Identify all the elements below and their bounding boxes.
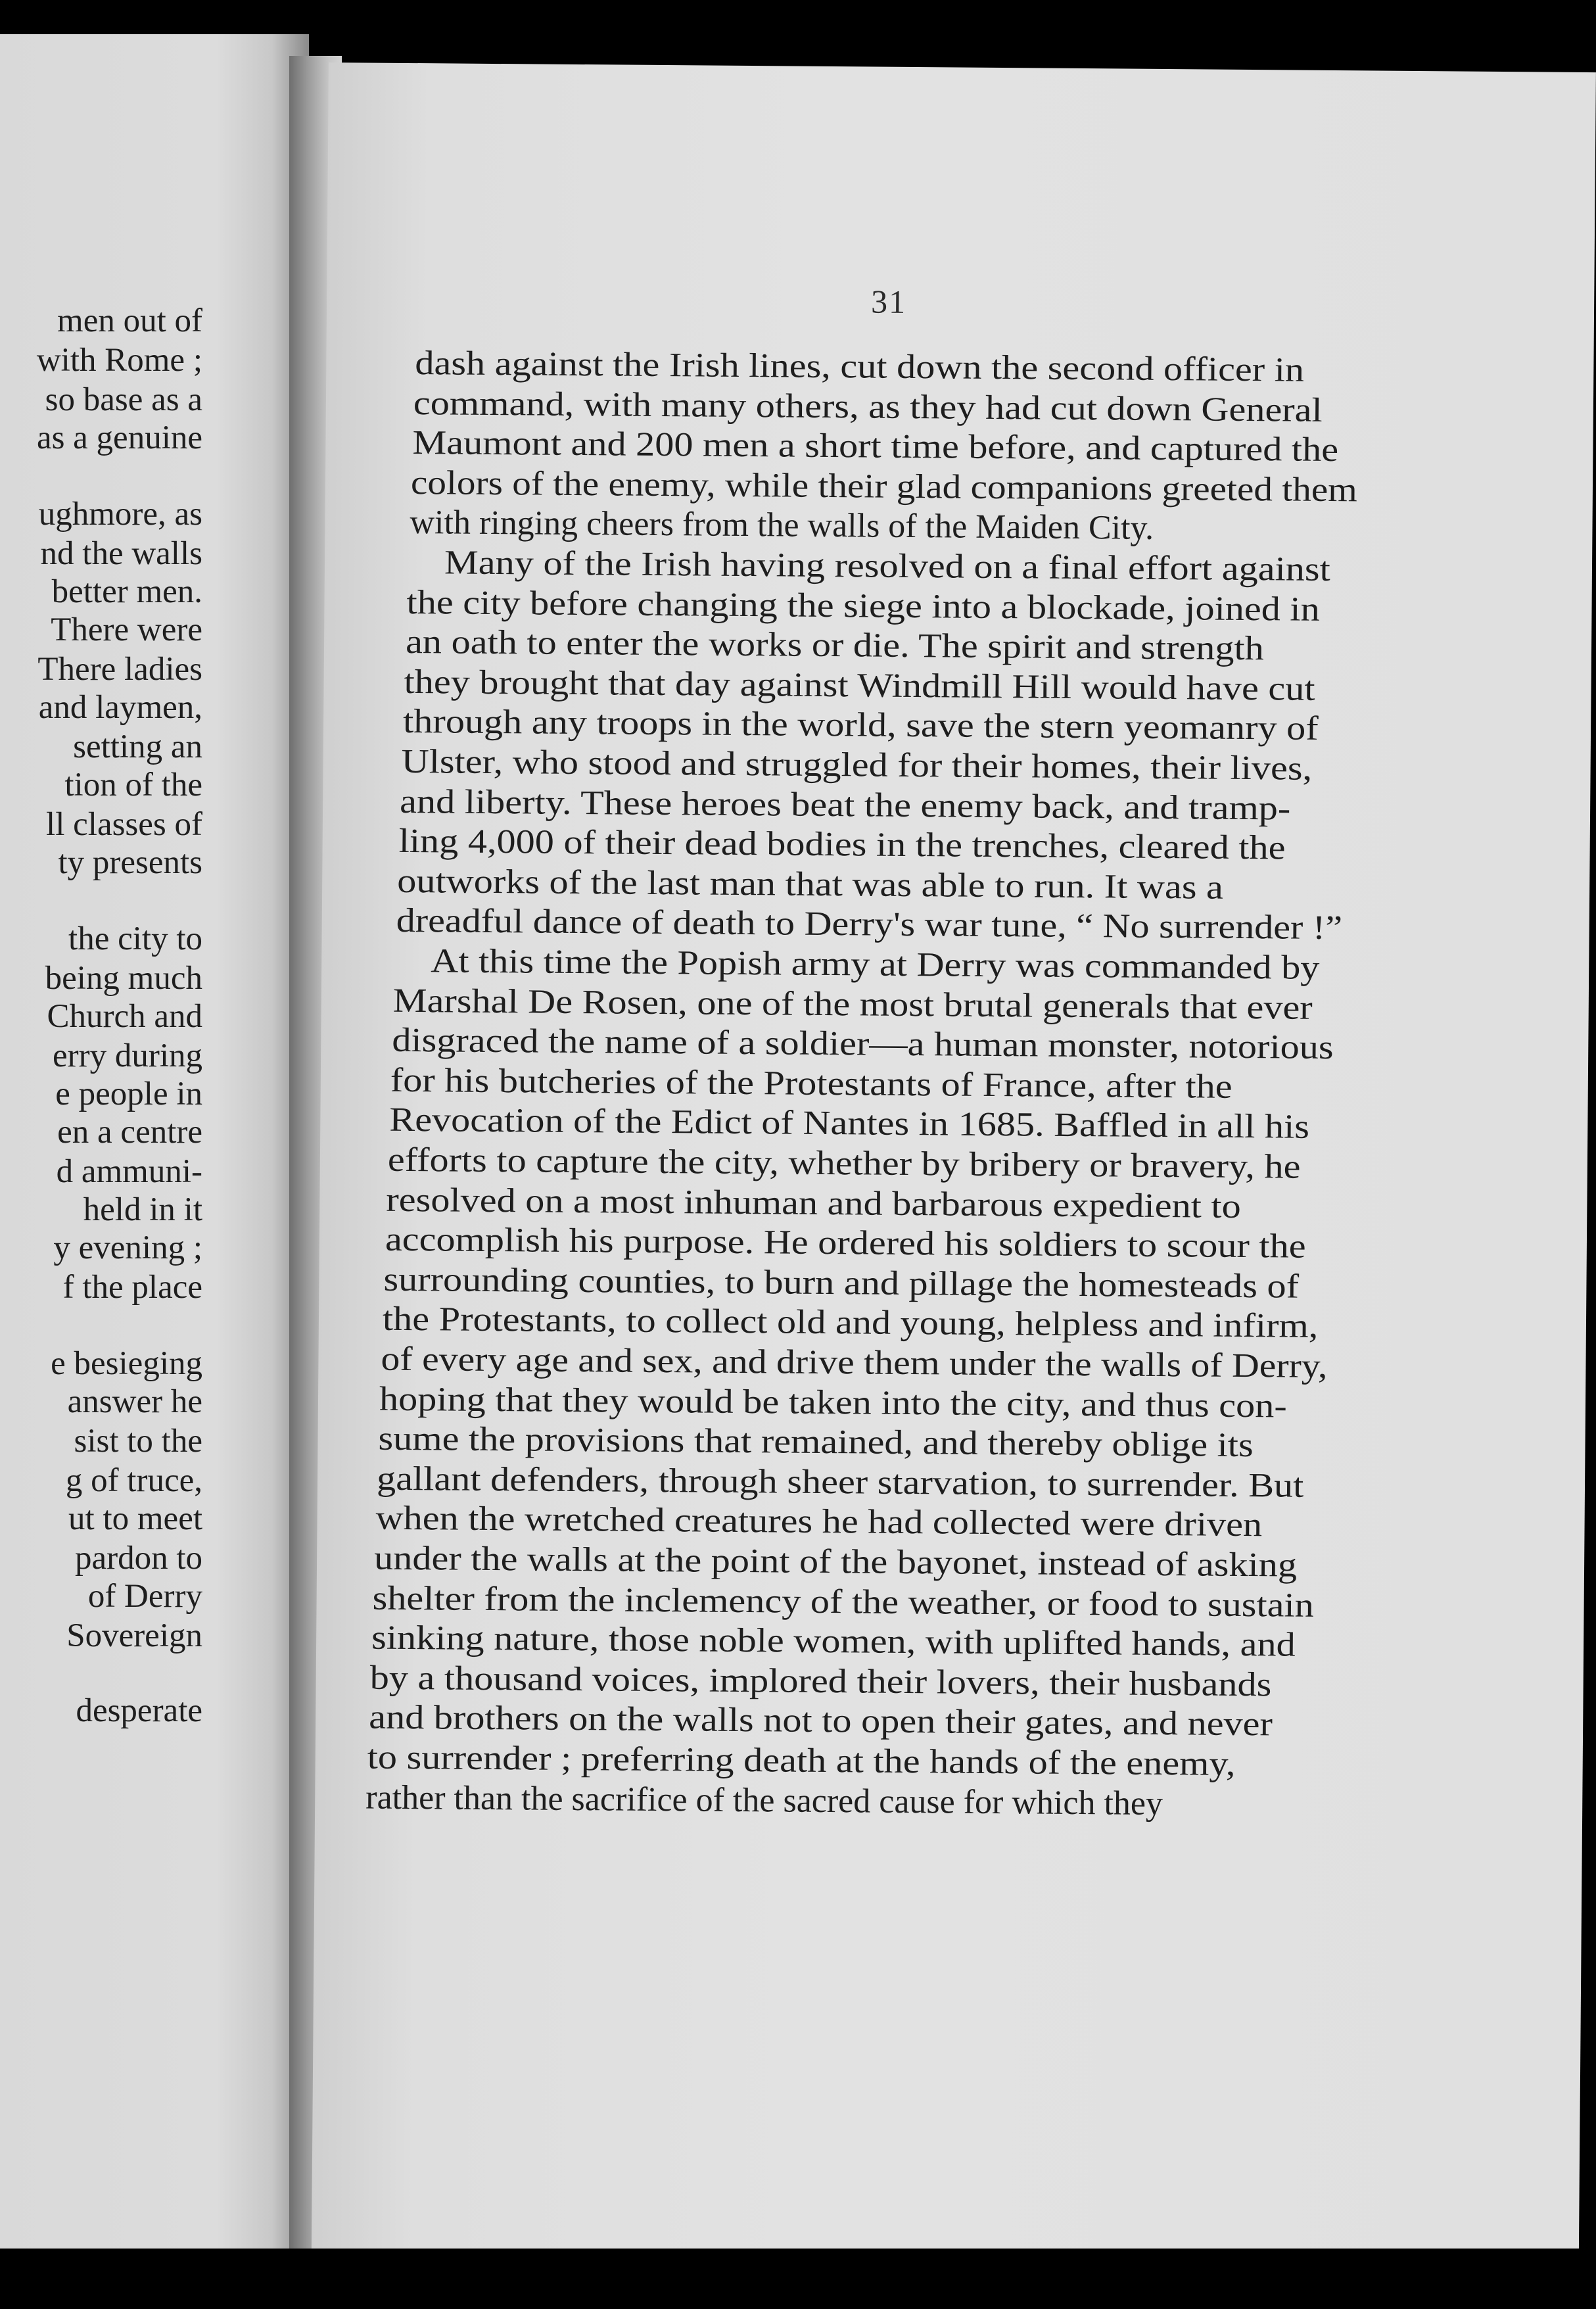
body-text-line: shelter from the inclemency of the weather, or food to sustain <box>372 1579 1315 1625</box>
body-text-line: hoping that they would be taken into the city, and thus con- <box>379 1380 1287 1425</box>
previous-page-line: so base as a <box>45 381 202 418</box>
previous-page-line: and laymen, <box>38 689 202 726</box>
body-text-line: outworks of the last man that was able to run. It was a <box>396 862 1224 907</box>
body-text-line: ling 4,000 of their dead bodies in the trenches, cleared the <box>398 822 1286 867</box>
previous-page-line: desperate <box>76 1692 202 1729</box>
body-text-line: sume the provisions that remained, and thereby oblige its <box>378 1419 1254 1465</box>
previous-page-line: setting an <box>73 728 202 765</box>
body-text-line: to surrender ; preferring death at the hands of the enemy, <box>367 1738 1236 1783</box>
previous-page-line: ughmore, as <box>38 496 202 533</box>
current-page <box>312 62 1596 2268</box>
body-text-line: dash against the Irish lines, cut down the second officer in <box>415 345 1305 389</box>
previous-page-line: men out of <box>57 302 202 339</box>
previous-page <box>0 34 309 2256</box>
previous-page-line: sist to the <box>74 1423 202 1460</box>
previous-page-line: y evening ; <box>53 1229 202 1266</box>
previous-page-line: d ammuni- <box>56 1153 202 1190</box>
previous-page-line: g of truce, <box>65 1462 202 1499</box>
previous-page-line: Church and <box>47 998 202 1035</box>
previous-page-line: of Derry <box>87 1578 202 1615</box>
scan-border <box>0 2249 1596 2309</box>
body-text-line: Many of the Irish having resolved on a final effort against <box>444 544 1330 588</box>
body-text-line: surrounding counties, to burn and pillage the homesteads of <box>383 1260 1300 1306</box>
body-text-line: Revocation of the Edict of Nantes in 1685. Baffled in all his <box>389 1101 1310 1146</box>
body-text-line: Marshal De Rosen, one of the most brutal generals that ever <box>392 982 1313 1027</box>
body-text-line: under the walls at the point of the bayonet, instead of asking <box>373 1539 1298 1584</box>
previous-page-line: better men. <box>51 573 202 610</box>
body-text-line: through any troops in the world, save the stern yeomanry of <box>402 702 1319 748</box>
previous-page-line: Sovereign <box>66 1617 202 1654</box>
body-text-line: resolved on a most inhuman and barbarous expedient to <box>386 1181 1241 1226</box>
previous-page-line: e people in <box>55 1076 202 1112</box>
previous-page-line: There were <box>51 611 202 648</box>
body-text-line: by a thousand voices, implored their lovers, their husbands <box>369 1659 1272 1704</box>
previous-page-line: ll classes of <box>46 806 202 843</box>
body-text-line: the city before changing the siege into a blockade, joined in <box>406 583 1320 629</box>
body-text-line: with ringing cheers from the walls of the Maiden City. <box>410 503 1154 547</box>
body-text-line: dreadful dance of death to Derry's war tune, “ No surrender !” <box>396 901 1343 947</box>
previous-page-line: as a genuine <box>36 419 202 456</box>
previous-page-line: ut to meet <box>68 1500 202 1537</box>
page-number: 31 <box>870 283 907 320</box>
previous-page-line: pardon to <box>74 1540 202 1577</box>
body-text-line: an oath to enter the works or die. The spirit and strength <box>405 623 1265 668</box>
body-text-line: gallant defenders, through sheer starvation, to surrender. But <box>376 1460 1304 1505</box>
body-text-line: and liberty. These heroes beat the enemy back, and tramp- <box>399 782 1291 828</box>
body-text-line: when the wretched creatures he had collected were driven <box>375 1499 1263 1544</box>
previous-page-line: f the place <box>62 1269 202 1306</box>
body-text-line: disgraced the name of a soldier—a human monster, notorious <box>392 1021 1334 1067</box>
previous-page-line: erry during <box>52 1037 202 1074</box>
body-text-line: Ulster, who stood and struggled for their homes, their lives, <box>401 742 1313 788</box>
body-text-line: Maumont and 200 men a short time before, and captured the <box>412 424 1339 469</box>
body-text-line: the Protestants, to collect old and young, helpless and infirm, <box>382 1300 1319 1345</box>
previous-page-line: tion of the <box>64 767 202 803</box>
body-text-line: for his butcheries of the Protestants of France, after the <box>390 1061 1232 1106</box>
body-text-line: sinking nature, those noble women, with uplifted hands, and <box>371 1619 1296 1664</box>
previous-page-line: answer he <box>67 1383 202 1420</box>
previous-page-line: being much <box>45 960 202 997</box>
previous-page-line: There ladies <box>37 651 202 688</box>
previous-page-line: en a centre <box>57 1114 202 1151</box>
previous-page-line: the city to <box>68 920 202 957</box>
body-text-line: and brothers on the walls not to open their gates, and never <box>369 1698 1273 1744</box>
body-text-line: colors of the enemy, while their glad companions greeted them <box>410 464 1358 510</box>
body-text-line: efforts to capture the city, whether by bribery or bravery, he <box>387 1141 1301 1186</box>
body-text-line: of every age and sex, and drive them under the walls of Derry, <box>381 1340 1328 1385</box>
previous-page-line: ty presents <box>58 844 202 881</box>
body-text-line: accomplish his purpose. He ordered his soldiers to scour the <box>385 1220 1306 1266</box>
body-text-line: command, with many others, as they had cut down General <box>413 385 1323 429</box>
body-text-line: rather than the sacrifice of the sacred cause for which they <box>365 1778 1163 1823</box>
previous-page-line: e besieging <box>51 1345 202 1382</box>
body-text-line: they brought that day against Windmill Hill would have cut <box>404 663 1315 708</box>
previous-page-line: held in it <box>83 1191 202 1228</box>
previous-page-line: with Rome ; <box>36 342 202 379</box>
body-text-line: At this time the Popish army at Derry was commanded by <box>431 942 1320 987</box>
previous-page-line: nd the walls <box>40 535 202 572</box>
